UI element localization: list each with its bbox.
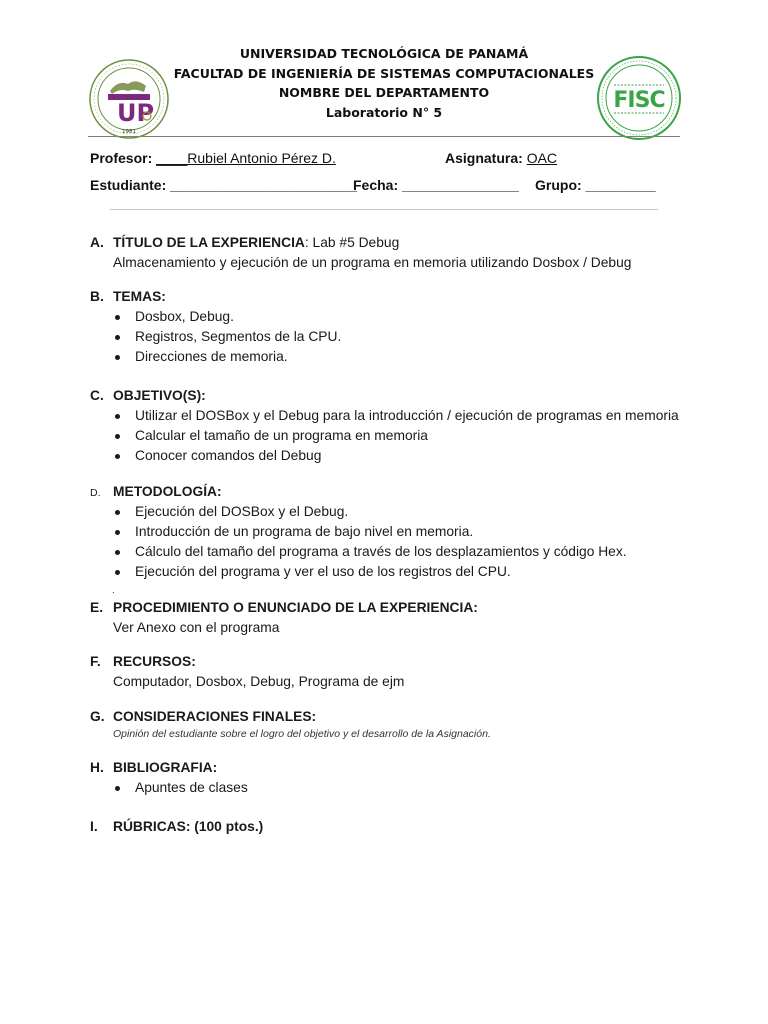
grupo-field: Grupo: _________	[535, 177, 656, 193]
section-g	[90, 707, 710, 741]
section-h	[90, 758, 710, 798]
svg-text:UP: UP	[117, 99, 155, 127]
fecha-field: Fecha: _______________	[353, 177, 519, 193]
svg-text:FISC: FISC	[613, 88, 665, 113]
document-header	[0, 44, 768, 122]
section-title: BIBLIOGRAFIA:	[113, 760, 218, 775]
bullet-list	[90, 406, 710, 466]
bullet-list	[90, 307, 710, 367]
asignatura-value: OAC	[526, 150, 558, 166]
section-letter: G.	[90, 709, 105, 724]
list-item: Utilizar el DOSBox y el Debug para la introducción / ejecución de programas en memoria	[90, 406, 710, 426]
section-letter: A.	[90, 235, 104, 250]
section-title: RECURSOS:	[113, 654, 196, 669]
section-letter: E.	[90, 600, 104, 615]
profesor-label: Profesor:	[90, 150, 153, 166]
section-letter: B.	[90, 289, 104, 304]
list-item: Direcciones de memoria.	[90, 347, 710, 367]
list-item: Ejecución del DOSBox y el Debug.	[90, 502, 710, 522]
list-item: Registros, Segmentos de la CPU.	[90, 327, 710, 347]
section-letter: C.	[90, 388, 104, 403]
section-f	[90, 652, 710, 692]
section-letter: D.	[90, 487, 101, 499]
bullet-list	[90, 778, 710, 798]
section-title: RÚBRICAS: (100 ptos.)	[113, 819, 264, 834]
section-c	[90, 386, 710, 466]
list-item: Conocer comandos del Debug	[90, 446, 710, 466]
asignatura-field	[445, 150, 557, 166]
list-item: Apuntes de clases	[90, 778, 710, 798]
section-letter: I.	[90, 819, 98, 834]
section-title: OBJETIVO(S):	[113, 388, 206, 403]
lab-number: Laboratorio N° 5	[325, 104, 443, 120]
bullet-list	[90, 502, 710, 582]
header-divider	[88, 136, 680, 137]
section-title: CONSIDERACIONES FINALES:	[113, 709, 317, 724]
list-item: Calcular el tamaño de un programa en memoria	[90, 426, 710, 446]
section-title: TÍTULO DE LA EXPERIENCIA: Lab #5 Debug	[113, 235, 400, 250]
svg-text:1981: 1981	[122, 129, 136, 135]
section-a	[90, 233, 710, 273]
department-name: NOMBRE DEL DEPARTAMENTO	[278, 85, 490, 100]
list-item: Dosbox, Debug.	[90, 307, 710, 327]
section-text: Computador, Dosbox, Debug, Programa de ejm	[113, 674, 405, 689]
list-item: Cálculo del tamaño del programa a través de los desplazamientos y código Hex.	[90, 542, 710, 562]
section-letter: H.	[90, 760, 104, 775]
list-item: Ejecución del programa y ver el uso de los registros del CPU.	[90, 562, 710, 582]
profesor-field	[90, 150, 336, 166]
list-item: Introducción de un programa de bajo nivel en memoria.	[90, 522, 710, 542]
university-name: UNIVERSIDAD TECNOLÓGICA DE PANAMÁ	[239, 46, 529, 61]
stray-mark: .	[112, 585, 115, 596]
section-text: Ver Anexo con el programa	[113, 620, 280, 635]
section-title: METODOLOGÍA:	[113, 484, 222, 499]
fields-divider	[110, 209, 658, 210]
section-title: TEMAS:	[113, 289, 166, 304]
section-d	[90, 482, 710, 582]
asignatura-label: Asignatura:	[445, 150, 523, 166]
section-e	[90, 598, 710, 638]
faculty-name: FACULTAD DE INGENIERÍA DE SISTEMAS COMPUTACIONALES	[173, 65, 595, 81]
section-b	[90, 287, 710, 367]
section-text: Almacenamiento y ejecución de un programa en memoria utilizando Dosbox / Debug	[113, 255, 632, 270]
section-title: PROCEDIMIENTO O ENUNCIADO DE LA EXPERIENCIA:	[113, 600, 478, 615]
profesor-value: ____Rubiel Antonio Pérez D.	[156, 150, 336, 166]
section-letter: F.	[90, 654, 101, 669]
section-note: Opinión del estudiante sobre el logro del objetivo y el desarrollo de la Asignación.	[113, 728, 491, 740]
estudiante-field: Estudiante: ________________________	[90, 177, 357, 193]
section-i	[90, 817, 710, 837]
